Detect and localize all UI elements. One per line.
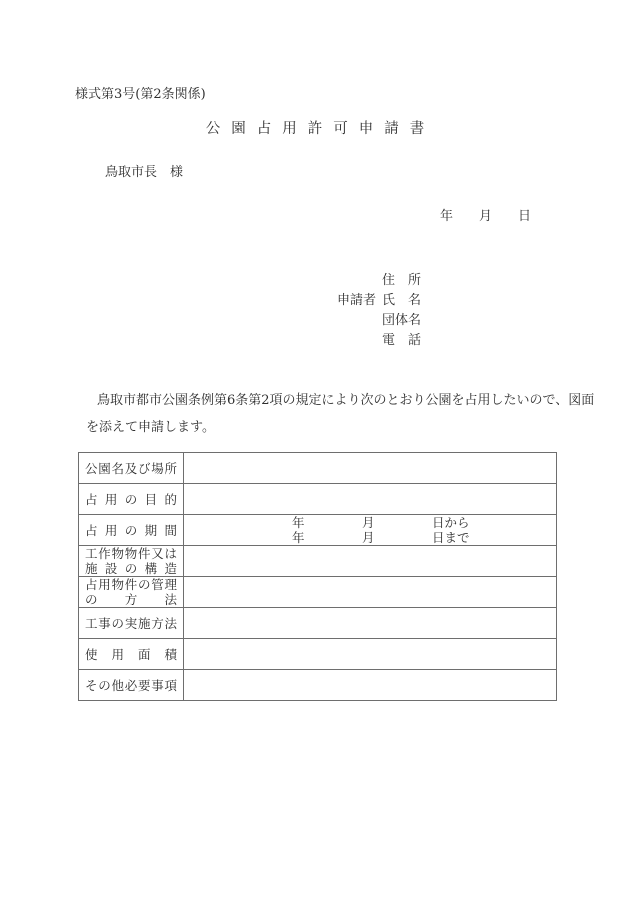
applicant-role-spacer (337, 271, 382, 291)
date-line: 年 月 日 (439, 209, 531, 224)
period-to-day: 日まで (432, 530, 470, 545)
table-row-other (79, 670, 557, 701)
period-to-year: 年 (292, 530, 305, 545)
row-label-park-name: 公園名及び場所 (79, 453, 184, 484)
applicant-block (337, 271, 421, 351)
table-row-management (79, 577, 557, 608)
form-number: 様式第3号(第2条関係) (75, 87, 206, 102)
applicant-address-row (337, 271, 421, 291)
value-cell-purpose (184, 484, 557, 515)
body-line-2: を添えて申請します。 (86, 420, 215, 435)
value-cell-period (184, 515, 557, 546)
row-label-period: 占用の期間 (79, 515, 184, 546)
row-label-purpose: 占用の目的 (79, 484, 184, 515)
applicant-organization-row (337, 311, 421, 331)
period-from-day: 日から (432, 515, 470, 530)
applicant-name-label: 氏 名 (382, 293, 422, 308)
value-cell-area (184, 639, 557, 670)
table-row-purpose (79, 484, 557, 515)
period-to-line (184, 530, 556, 545)
application-table (78, 452, 557, 701)
value-cell-management (184, 577, 557, 608)
addressee-line: 鳥取市長 様 (105, 165, 184, 180)
applicant-role-spacer (337, 311, 382, 331)
period-from-month: 月 (362, 515, 375, 530)
document-title: 公園占用許可申請書 (205, 121, 436, 137)
period-from-line (184, 515, 556, 530)
value-cell-construction (184, 608, 557, 639)
table-row-construction (79, 608, 557, 639)
applicant-name-row (337, 291, 421, 311)
value-cell-other (184, 670, 557, 701)
row-label-structure: 工作物物件又は 施設の構造 (79, 546, 184, 577)
applicant-organization-label: 団体名 (382, 313, 422, 328)
applicant-role-label: 申請者 (337, 293, 377, 308)
table-row-area (79, 639, 557, 670)
period-to-month: 月 (362, 530, 375, 545)
applicant-phone-label: 電 話 (382, 333, 422, 348)
table-row-period (79, 515, 557, 546)
period-from-year: 年 (292, 515, 305, 530)
body-paragraph (86, 387, 595, 441)
body-line-1: 鳥取市都市公園条例第6条第2項の規定により次のとおり公園を占用したいので、図面 (97, 393, 595, 408)
row-label-other: その他必要事項 (79, 670, 184, 701)
value-cell-structure (184, 546, 557, 577)
applicant-address-label: 住 所 (382, 273, 422, 288)
value-cell-park-name (184, 453, 557, 484)
table-row-park-name (79, 453, 557, 484)
row-label-management: 占用物件の管理 の方法 (79, 577, 184, 608)
row-label-area: 使用面積 (79, 639, 184, 670)
applicant-role-spacer (337, 331, 382, 351)
row-label-construction: 工事の実施方法 (79, 608, 184, 639)
table-row-structure (79, 546, 557, 577)
applicant-phone-row (337, 331, 421, 351)
